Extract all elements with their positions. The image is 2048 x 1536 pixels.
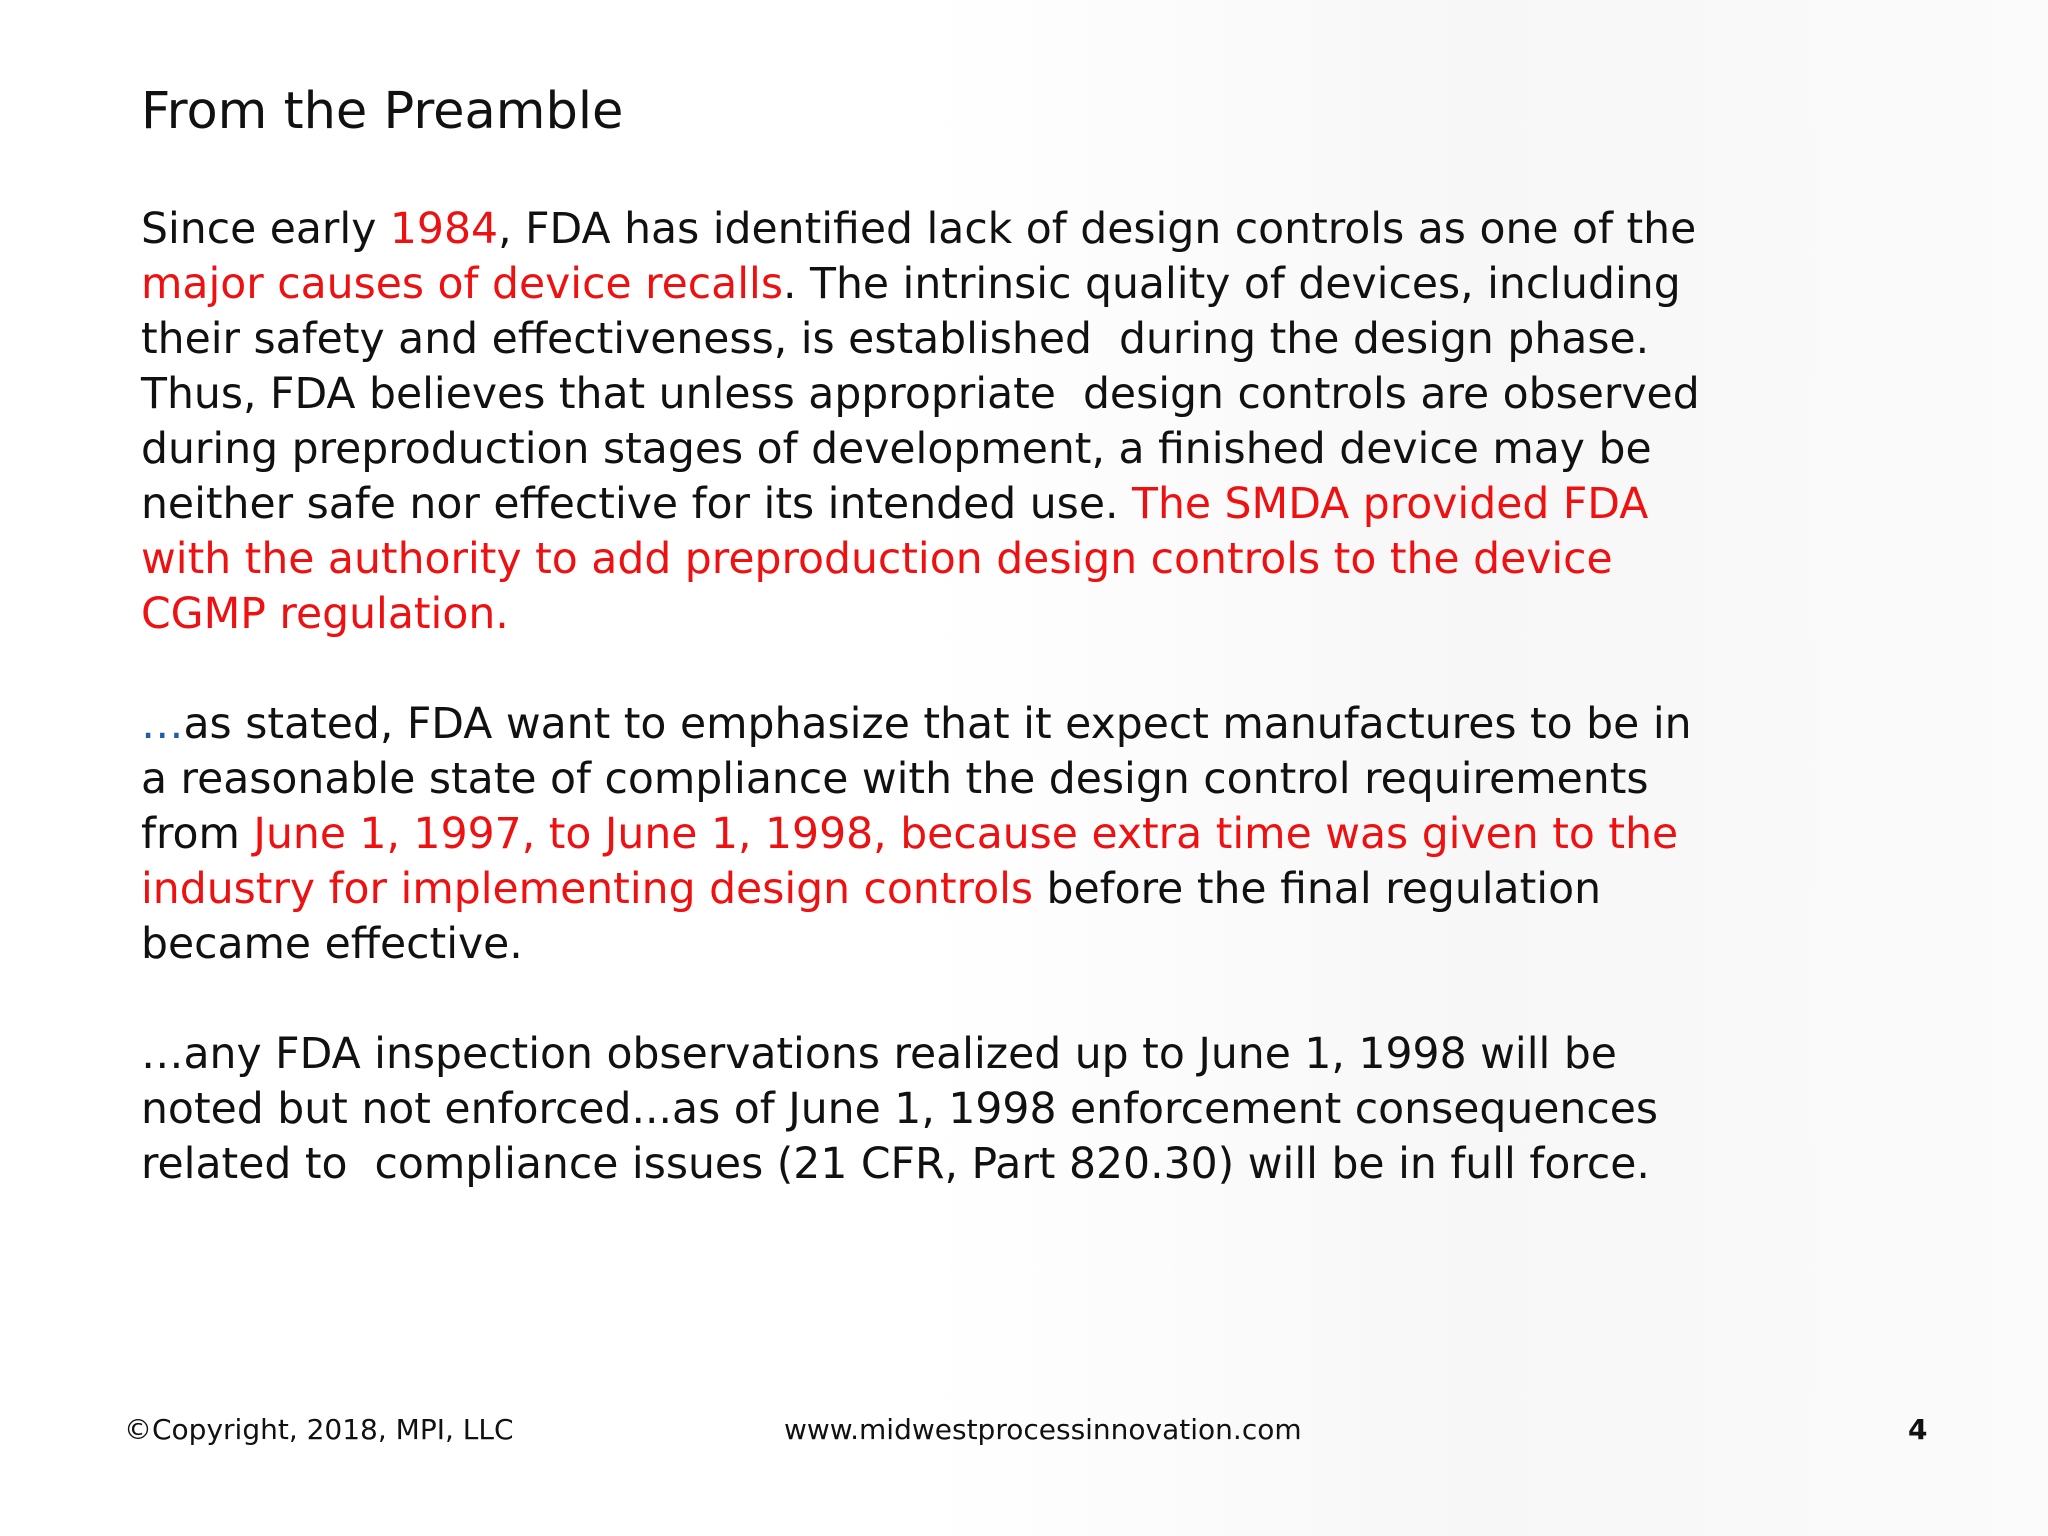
- text-span: . The intrinsic quality of devices, including: [782, 260, 1681, 309]
- text-line: Thus, FDA believes that unless appropriate design controls are observed: [141, 370, 1700, 419]
- text-line-highlight: with the authority to add preproduction design controls to the device: [141, 535, 1613, 584]
- footer-website: www.midwestprocessinnovation.com: [784, 1413, 1302, 1446]
- text-line: [141, 477, 1941, 532]
- paragraph-enforcement: [141, 1027, 1941, 1192]
- highlight-dates: June 1, 1997, to June 1, 1998, because extra time was given to the: [253, 810, 1679, 859]
- slide-title: From the Preamble: [141, 82, 624, 141]
- paragraph-gap: [141, 642, 1941, 697]
- highlight-year: 1984: [389, 205, 499, 254]
- text-line: noted but not enforced...as of June 1, 1998 enforcement consequences: [141, 1085, 1659, 1134]
- footer-copyright: ©Copyright, 2018, MPI, LLC: [124, 1413, 514, 1446]
- text-line: their safety and effectiveness, is established during the design phase.: [141, 315, 1650, 364]
- highlight-smda: The SMDA provided FDA: [1132, 480, 1649, 529]
- text-line-highlight: CGMP regulation.: [141, 590, 509, 639]
- text-line: a reasonable state of compliance with the design control requirements: [141, 755, 1649, 804]
- text-line: [141, 807, 1941, 862]
- text-line: related to compliance issues (21 CFR, Part 820.30) will be in full force.: [141, 1140, 1650, 1189]
- text-line: [141, 697, 1941, 752]
- highlight-industry: industry for implementing design controls: [141, 865, 1034, 914]
- text-span: as stated, FDA want to emphasize that it expect manufactures to be in: [183, 700, 1692, 749]
- text-line: [141, 257, 1941, 312]
- text-span: before the final regulation: [1033, 865, 1602, 914]
- text-span: from: [141, 810, 254, 859]
- slide-body: [141, 202, 1941, 1192]
- text-span: , FDA has identified lack of design controls as one of the: [498, 205, 1697, 254]
- text-line: …any FDA inspection observations realized up to June 1, 1998 will be: [141, 1030, 1617, 1079]
- text-line: [141, 202, 1941, 257]
- page-number: 4: [1908, 1413, 1928, 1446]
- highlight-recalls: major causes of device recalls: [141, 260, 783, 309]
- paragraph-design-controls: [141, 202, 1941, 642]
- text-span: neither safe nor effective for its intended use.: [141, 480, 1132, 529]
- ellipsis-mark: …: [141, 700, 184, 749]
- paragraph-gap: [141, 972, 1941, 1027]
- text-line: [141, 862, 1941, 917]
- paragraph-compliance-period: [141, 697, 1941, 972]
- text-span: Since early: [141, 205, 390, 254]
- text-line: during preproduction stages of development, a finished device may be: [141, 425, 1652, 474]
- text-line: became effective.: [141, 920, 523, 969]
